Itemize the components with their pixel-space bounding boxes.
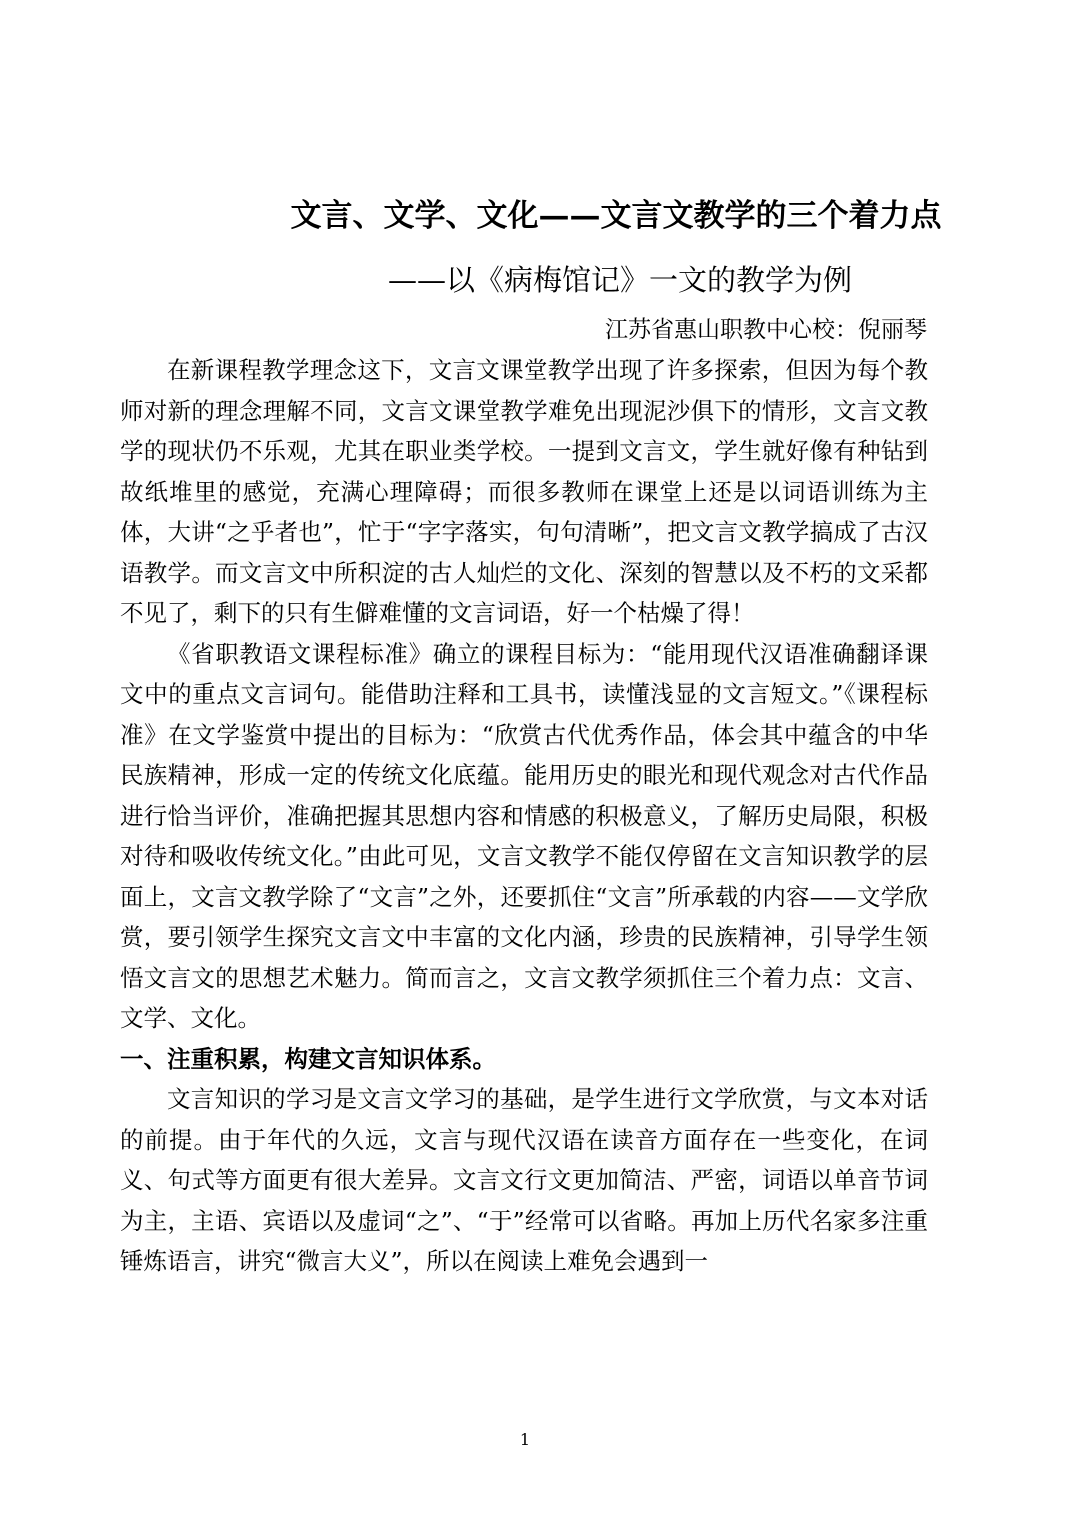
section-heading: 一、注重积累，构建文言知识体系。: [120, 1044, 496, 1073]
document-subtitle: ——以《病梅馆记》一文的教学为例: [387, 263, 852, 297]
paragraph-2: 《省职教语文课程标准》确立的课程目标为：“能用现代汉语准确翻译课文中的重点文言词句。能借助注释和工具书，读懂浅显的文言短文。”《课程标准》在文学鉴赏中提出的目标为：“欣赏古代优秀作品，体会其中蕴含的中华民族精神，形成一定的传统文化底蕴。能用历史的眼光和现代观念对古代作品进行恰当评价，准确把握其思想内容和情感的积极意义，了解历史局限，积极对待和吸收传统文化。”由此可见，文言文教学不能仅停留在文言知识教学的层面上，文言文教学除了“文言”之外，还要抓住“文言”所承载的内容——文学欣赏，要引领学生探究文言文中丰富的文化内涵，珍贵的民族精神，引导学生领悟文言文的思想艺术魅力。简而言之，文言文教学须抓住三个着力点：文言、文学、文化。: [120, 639, 928, 1032]
section-paragraph: 文言知识的学习是文言文学习的基础，是学生进行文学欣赏，与文本对话的前提。由于年代的久远，文言与现代汉语在读音方面存在一些变化，在词义、句式等方面更有很大差异。文言文行文更加简洁、严密，词语以单音节词为主，主语、宾语以及虚词“之”、“于”经常可以省略。再加上历代名家多注重锤炼语言，讲究“微言大义”，所以在阅读上难免会遇到一: [120, 1085, 928, 1275]
paragraph-1: 在新课程教学理念这下，文言文课堂教学出现了许多探索，但因为每个教师对新的理念理解不同，文言文课堂教学难免出现泥沙俱下的情形，文言文教学的现状仍不乐观，尤其在职业类学校。一提到文言文，学生就好像有种钻到故纸堆里的感觉，充满心理障碍；而很多教师在课堂上还是以词语训练为主体，大讲“之乎者也”，忙于“字字落实，句句清晰”，把文言文教学搞成了古汉语教学。而文言文中所积淀的古人灿烂的文化、深刻的智慧以及不朽的文采都不见了，剩下的只有生僻难懂的文言词语，好一个枯燥了得！: [120, 356, 928, 627]
page-number: 1: [519, 1430, 531, 1449]
body-text: [120, 350, 928, 1282]
author-line: 江苏省惠山职教中心校：倪丽琴: [605, 317, 927, 343]
document-title: 文言、文学、文化——文言文教学的三个着力点: [290, 198, 942, 234]
